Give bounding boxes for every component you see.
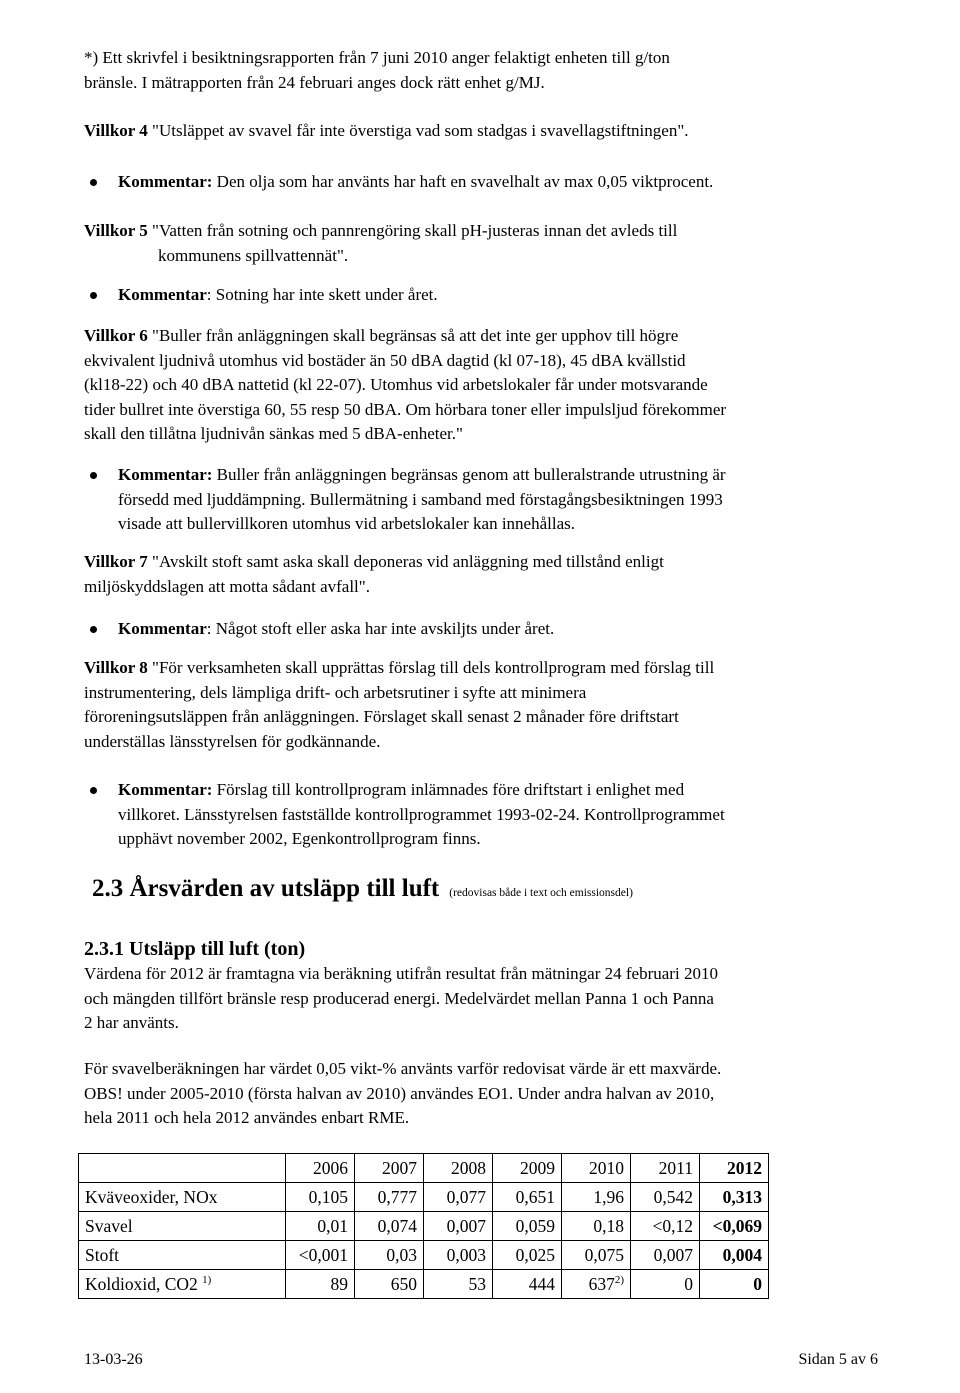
paragraph-sulfur <box>84 1057 884 1131</box>
comment-label: Kommentar: <box>118 172 213 191</box>
table-cell: 0,651 <box>493 1183 562 1212</box>
table-cell: 0 <box>700 1270 769 1299</box>
bullet-icon <box>90 626 97 633</box>
comment-label: Kommentar <box>118 285 207 304</box>
table-cell: 0,18 <box>562 1212 631 1241</box>
table-cell: 0,777 <box>355 1183 424 1212</box>
bullet-icon <box>90 472 97 479</box>
comment-text: : Sotning har inte skett under året. <box>206 285 438 304</box>
villkor-label: Villkor 6 <box>84 326 148 345</box>
table-cell: 650 <box>355 1270 424 1299</box>
table-cell: 0,075 <box>562 1241 631 1270</box>
subsection-heading: 2.3.1 Utsläpp till luft (ton) <box>84 938 306 960</box>
table-cell: 0 <box>631 1270 700 1299</box>
footnote <box>84 46 884 95</box>
paragraph-line: hela 2011 och hela 2012 användes enbart RME. <box>84 1108 410 1127</box>
villkor-label: Villkor 4 <box>84 121 148 140</box>
villkor-text: "Avskilt stoft samt aska skall deponeras vid anläggning med tillstånd enligt <box>147 552 664 571</box>
year-header: 2010 <box>562 1154 631 1183</box>
villkor-text: tider bullret inte överstiga 60, 55 resp 50 dBA. Om hörbara toner eller impulsljud förekommer <box>84 399 727 419</box>
section-note: (redovisas både i text och emissionsdel) <box>449 887 633 899</box>
footer-date: 13-03-26 <box>84 1351 143 1368</box>
table-row <box>79 1183 769 1212</box>
year-header: 2008 <box>424 1154 493 1183</box>
villkor-text: instrumentering, dels lämpliga drift- och arbetsrutiner i syfte att minimera <box>84 682 587 702</box>
year-header: 2012 <box>700 1154 769 1183</box>
table-cell: 444 <box>493 1270 562 1299</box>
villkor-text: underställas länsstyrelsen för godkännande. <box>84 731 381 751</box>
villkor-label: Villkor 8 <box>84 658 148 677</box>
villkor-7-comment <box>118 617 888 642</box>
footnote-marker: 1) <box>202 1273 212 1286</box>
row-label: Svavel <box>79 1212 286 1241</box>
table-cell: 0,003 <box>424 1241 493 1270</box>
villkor-4 <box>84 119 884 144</box>
villkor-6-comment <box>118 463 888 537</box>
table-cell: 0,077 <box>424 1183 493 1212</box>
table-cell: 1,96 <box>562 1183 631 1212</box>
table-cell: 0,03 <box>355 1241 424 1270</box>
comment-label: Kommentar: <box>118 780 213 799</box>
footnote-line: *) Ett skrivfel i besiktningsrapporten från 7 juni 2010 anger felaktigt enheten till g/ton <box>84 48 670 67</box>
villkor-text: "Vatten från sotning och pannrengöring skall pH-justeras innan det avleds till <box>147 221 678 240</box>
villkor-text: miljöskyddslagen att motta sådant avfall". <box>84 576 370 596</box>
footnote-marker: 2) <box>614 1273 624 1286</box>
bullet-icon <box>90 787 97 794</box>
table-cell: <0,12 <box>631 1212 700 1241</box>
table-cell: 53 <box>424 1270 493 1299</box>
table-cell: 0,313 <box>700 1183 769 1212</box>
comment-text: : Något stoft eller aska har inte avskiljts under året. <box>206 619 555 638</box>
emissions-table <box>78 1153 769 1299</box>
comment-text: Den olja som har använts har haft en svavelhalt av max 0,05 viktprocent. <box>212 172 714 191</box>
year-header: 2009 <box>493 1154 562 1183</box>
section-heading <box>92 874 633 908</box>
table-cell: 0,025 <box>493 1241 562 1270</box>
table-row <box>79 1270 769 1299</box>
villkor-5 <box>84 219 884 268</box>
cell-value: 637 <box>588 1273 615 1294</box>
table-cell: 0,059 <box>493 1212 562 1241</box>
villkor-5-comment <box>118 283 888 308</box>
table-header-row <box>79 1154 769 1183</box>
villkor-text: ekvivalent ljudnivå utomhus vid bostäder än 50 dBA dagtid (kl 07-18), 45 dBA kvällstid <box>84 350 686 370</box>
table-cell: <0,069 <box>700 1212 769 1241</box>
villkor-text: kommunens spillvattennät". <box>158 245 349 265</box>
comment-label: Kommentar <box>118 619 207 638</box>
table-row <box>79 1212 769 1241</box>
table-cell: 0,007 <box>631 1241 700 1270</box>
table-row <box>79 1241 769 1270</box>
villkor-4-comment <box>118 170 888 195</box>
paragraph-line: Värdena för 2012 är framtagna via beräkning utifrån resultat från mätningar 24 februari 2010 <box>84 964 718 983</box>
table-cell: 0,004 <box>700 1241 769 1270</box>
row-label: Kväveoxider, NOx <box>79 1183 286 1212</box>
villkor-text: skall den tillåtna ljudnivån sänkas med 5 dBA-enheter." <box>84 424 463 443</box>
table-cell: 89 <box>286 1270 355 1299</box>
comment-text: upphävt november 2002, Egenkontrollprogram finns. <box>118 829 481 848</box>
bullet-icon <box>90 292 97 299</box>
table-corner-cell <box>79 1154 286 1183</box>
table-cell: 0,105 <box>286 1183 355 1212</box>
row-label <box>79 1270 286 1299</box>
comment-text: visade att bullervillkoren utomhus vid arbetslokaler kan innehållas. <box>118 514 575 533</box>
table-cell: 0,01 <box>286 1212 355 1241</box>
row-label: Stoft <box>79 1241 286 1270</box>
year-header: 2007 <box>355 1154 424 1183</box>
paragraph-method <box>84 962 884 1036</box>
villkor-label: Villkor 7 <box>84 552 148 571</box>
comment-text: försedd med ljuddämpning. Bullermätning i samband med förstagångsbesiktningen 1993 <box>118 489 723 509</box>
section-title: 2.3 Årsvärden av utsläpp till luft <box>92 875 440 902</box>
villkor-text: "Buller från anläggningen skall begränsas så att det inte ger upphov till högre <box>147 326 679 345</box>
table-cell: <0,001 <box>286 1241 355 1270</box>
comment-label: Kommentar: <box>118 465 213 484</box>
villkor-label: Villkor 5 <box>84 221 148 240</box>
paragraph-line: och mängden tillfört bränsle resp producerad energi. Medelvärdet mellan Panna 1 och Panna <box>84 988 714 1008</box>
paragraph-line: 2 har använts. <box>84 1013 179 1032</box>
table-cell: 0,542 <box>631 1183 700 1212</box>
table-cell: 0,007 <box>424 1212 493 1241</box>
paragraph-line: För svavelberäkningen har värdet 0,05 vikt-% använts varför redovisat värde är ett maxvärde. <box>84 1059 722 1078</box>
row-label-text: Koldioxid, CO2 <box>85 1273 198 1294</box>
villkor-text: föroreningsutsläppen från anläggningen. Förslaget skall senast 2 månader före driftstart <box>84 707 679 726</box>
paragraph-line: OBS! under 2005-2010 (första halvan av 2010) användes EO1. Under andra halvan av 2010, <box>84 1083 715 1103</box>
comment-text: Förslag till kontrollprogram inlämnades före driftstart i enlighet med <box>212 780 685 799</box>
comment-text: villkoret. Länsstyrelsen fastställde kontrollprogrammet 1993-02-24. Kontrollprogrammet <box>118 804 725 824</box>
table-cell: 0,074 <box>355 1212 424 1241</box>
villkor-text: "För verksamheten skall upprättas förslag till dels kontrollprogram med förslag till <box>147 658 715 677</box>
footer-page-number: Sidan 5 av 6 <box>798 1351 878 1368</box>
footnote-line: bränsle. I mätrapporten från 24 februari anges dock rätt enhet g/MJ. <box>84 72 545 92</box>
villkor-6 <box>84 324 884 447</box>
villkor-8 <box>84 656 884 754</box>
villkor-7 <box>84 550 884 599</box>
comment-text: Buller från anläggningen begränsas genom att bulleralstrande utrustning är <box>212 465 726 484</box>
year-header: 2011 <box>631 1154 700 1183</box>
table-cell <box>562 1270 631 1299</box>
villkor-text: "Utsläppet av svavel får inte överstiga vad som stadgas i svavellagstiftningen". <box>147 121 689 140</box>
villkor-8-comment <box>118 778 888 852</box>
villkor-text: (kl18-22) och 40 dBA nattetid (kl 22-07). Utomhus vid arbetslokaler får under motsvarande <box>84 375 708 394</box>
year-header: 2006 <box>286 1154 355 1183</box>
bullet-icon <box>90 179 97 186</box>
